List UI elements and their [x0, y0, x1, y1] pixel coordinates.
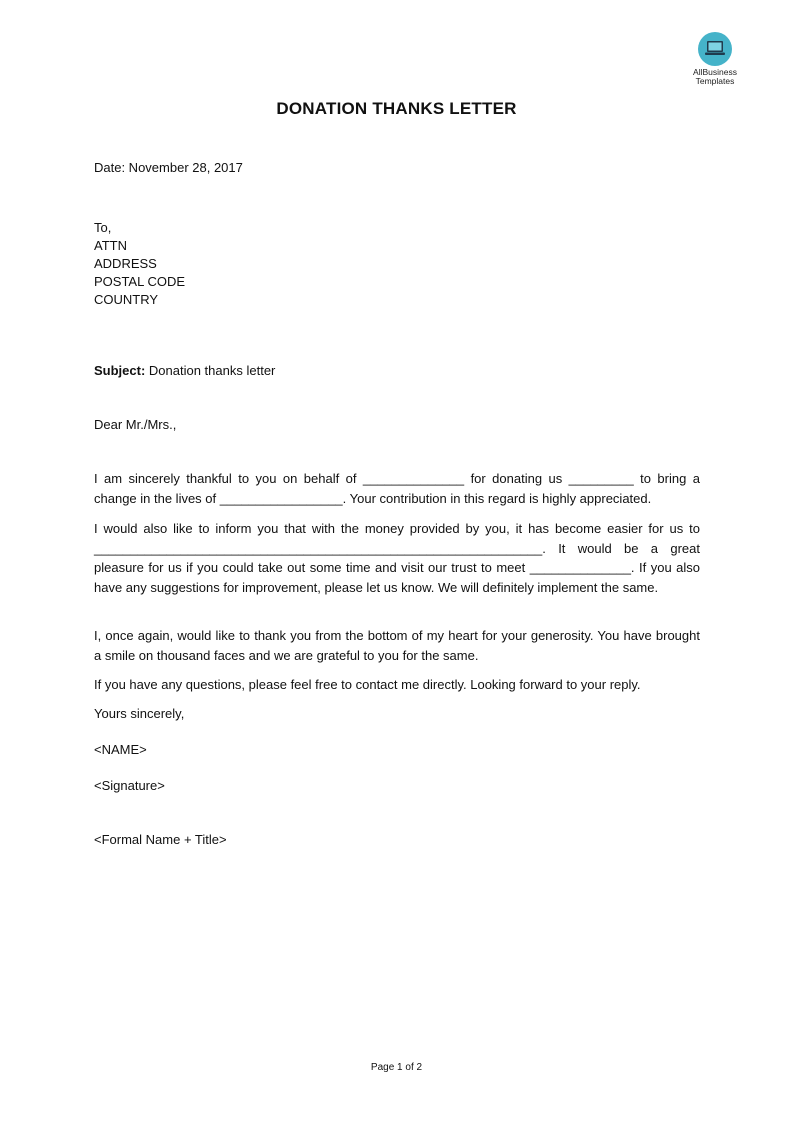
body-paragraph-4: If you have any questions, please feel free to contact me directly. Looking forward to your reply. — [94, 677, 641, 692]
body-paragraph-2: I would also like to inform you that with the money provided by you, it has become easier for us to ______________________________________________________________. It would be a great pleasure for us if you could take out some time and visit our trust to meet ______________. If you also have any suggestions for improvement, please let us know. We will definitely implement the same. — [94, 521, 700, 595]
formal-name-title: <Formal Name + Title> — [94, 832, 227, 847]
letter-title: DONATION THANKS LETTER — [276, 99, 517, 118]
allbusiness-logo — [680, 32, 750, 86]
laptop-icon — [698, 32, 732, 66]
address-line: ADDRESS — [94, 256, 157, 271]
letter-date: Date: November 28, 2017 — [94, 160, 243, 175]
page-number: Page 1 of 2 — [370, 1062, 423, 1073]
body-paragraph-3: I, once again, would like to thank you from the bottom of my heart for your generosity. You have brought a smile on thousand faces and we are grateful to you for the same. — [94, 628, 700, 663]
address-to: To, — [94, 220, 112, 235]
subject-text: Donation thanks letter — [145, 363, 276, 378]
address-postal-code: POSTAL CODE — [94, 274, 186, 289]
subject-line — [94, 362, 275, 380]
sender-name: <NAME> — [94, 742, 147, 757]
signature-line: <Signature> — [94, 778, 165, 793]
subject-label: Subject: — [94, 363, 146, 378]
salutation: Dear Mr./Mrs., — [94, 417, 177, 432]
address-country: COUNTRY — [94, 292, 159, 307]
body-paragraph-1: I am sincerely thankful to you on behalf of ______________ for donating us _________ to bring a change in the lives of _________________. Your contribution in this regard is highly appreciated. — [94, 471, 700, 506]
logo-text-line2: Templates — [695, 76, 735, 86]
address-attn: ATTN — [94, 238, 127, 253]
logo-text-line1: AllBusiness — [693, 67, 737, 77]
closing: Yours sincerely, — [94, 706, 185, 721]
